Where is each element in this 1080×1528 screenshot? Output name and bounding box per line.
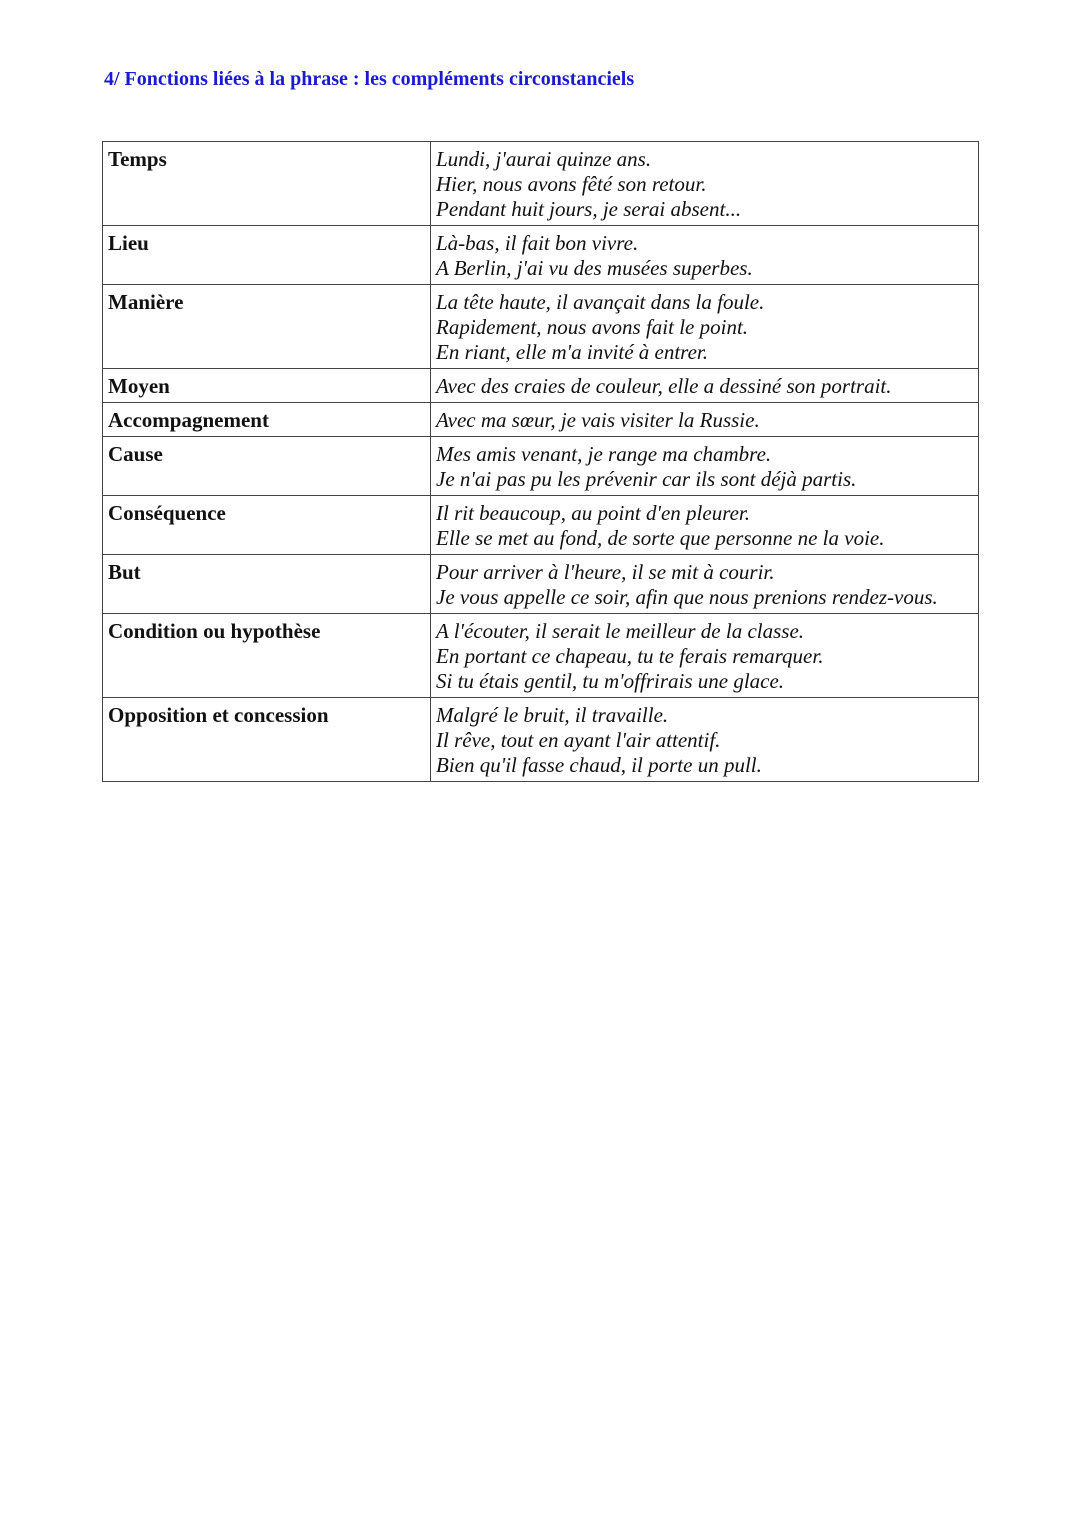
example-sentence: A Berlin, j'ai vu des musées superbes.: [436, 256, 753, 280]
example-sentence: Je vous appelle ce soir, afin que nous prenions rendez-vous.: [436, 585, 938, 609]
table-row: [103, 142, 979, 226]
table-row: [103, 369, 979, 403]
example-sentence: Avec des craies de couleur, elle a dessiné son portrait.: [436, 374, 892, 398]
table-row: [103, 555, 979, 614]
table-row: [103, 403, 979, 437]
function-label: Temps: [103, 142, 431, 226]
example-sentence: Là-bas, il fait bon vivre.: [436, 231, 639, 255]
example-sentence: La tête haute, il avançait dans la foule.: [436, 290, 765, 314]
table-row: [103, 614, 979, 698]
examples-cell: [431, 285, 979, 369]
function-label: But: [103, 555, 431, 614]
examples-cell: [431, 403, 979, 437]
function-label: Condition ou hypothèse: [103, 614, 431, 698]
examples-cell: [431, 496, 979, 555]
example-sentence: Je n'ai pas pu les prévenir car ils sont déjà partis.: [436, 467, 857, 491]
example-sentence: Pour arriver à l'heure, il se mit à courir.: [436, 560, 775, 584]
example-sentence: Si tu étais gentil, tu m'offrirais une glace.: [436, 669, 785, 693]
function-label: Manière: [103, 285, 431, 369]
function-label: Conséquence: [103, 496, 431, 555]
function-label: Accompagnement: [103, 403, 431, 437]
complements-table: [102, 141, 979, 782]
example-sentence: A l'écouter, il serait le meilleur de la classe.: [436, 619, 805, 643]
example-sentence: Mes amis venant, je range ma chambre.: [436, 442, 772, 466]
table-row: [103, 226, 979, 285]
section-title: 4/ Fonctions liées à la phrase : les compléments circonstanciels: [104, 68, 635, 90]
examples-cell: [431, 142, 979, 226]
table-row: [103, 496, 979, 555]
example-sentence: Rapidement, nous avons fait le point.: [436, 315, 749, 339]
examples-cell: [431, 555, 979, 614]
table-row: [103, 698, 979, 782]
function-label: Lieu: [103, 226, 431, 285]
example-sentence: Il rit beaucoup, au point d'en pleurer.: [436, 501, 751, 525]
examples-cell: [431, 437, 979, 496]
example-sentence: En portant ce chapeau, tu te ferais remarquer.: [436, 644, 824, 668]
example-sentence: Bien qu'il fasse chaud, il porte un pull.: [436, 753, 762, 777]
examples-cell: [431, 614, 979, 698]
example-sentence: Lundi, j'aurai quinze ans.: [436, 147, 652, 171]
table-row: [103, 285, 979, 369]
example-sentence: Hier, nous avons fêté son retour.: [436, 172, 707, 196]
examples-cell: [431, 226, 979, 285]
examples-cell: [431, 369, 979, 403]
example-sentence: En riant, elle m'a invité à entrer.: [436, 340, 708, 364]
example-sentence: Elle se met au fond, de sorte que personne ne la voie.: [436, 526, 885, 550]
example-sentence: Avec ma sœur, je vais visiter la Russie.: [436, 408, 760, 432]
table-row: [103, 437, 979, 496]
function-label: Opposition et concession: [103, 698, 431, 782]
function-label: Moyen: [103, 369, 431, 403]
example-sentence: Pendant huit jours, je serai absent...: [436, 197, 742, 221]
example-sentence: Il rêve, tout en ayant l'air attentif.: [436, 728, 721, 752]
function-label: Cause: [103, 437, 431, 496]
example-sentence: Malgré le bruit, il travaille.: [436, 703, 669, 727]
examples-cell: [431, 698, 979, 782]
